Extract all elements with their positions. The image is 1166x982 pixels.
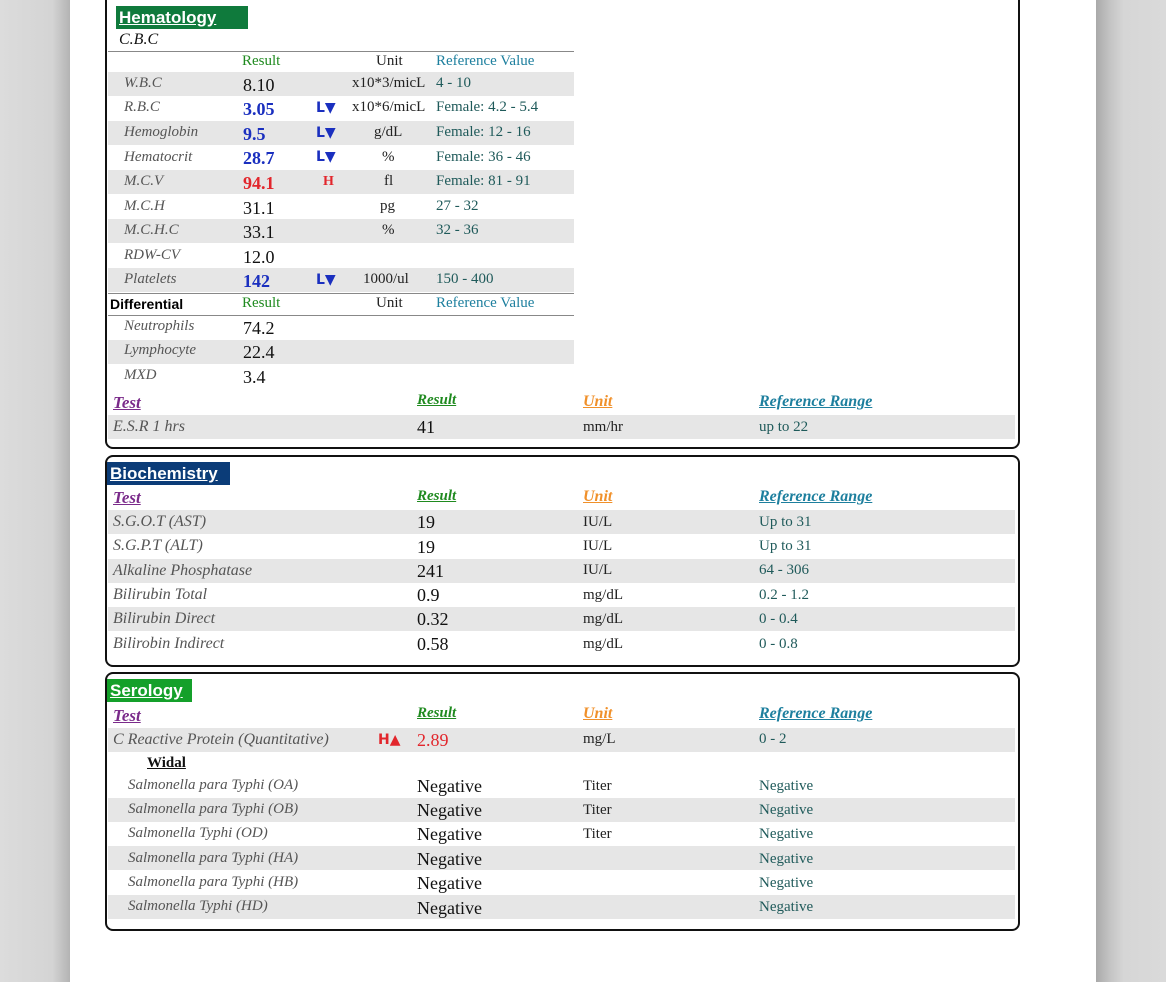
widal-row-unit: Titer (583, 802, 612, 818)
diff-header-result: Result (242, 295, 281, 311)
bio-row-band (108, 510, 1015, 534)
diff-header-reference: Reference Value (436, 295, 535, 311)
widal-row-name: Salmonella para Typhi (OA) (128, 777, 299, 793)
sero-header-test: Test (113, 706, 141, 725)
widal-row-reference: Negative (759, 875, 814, 891)
sero-header-result: Result (417, 705, 457, 721)
widal-row-result: Negative (417, 849, 482, 869)
diff-row-result: 22.4 (243, 342, 275, 362)
cbc-row-band (108, 72, 574, 96)
cbc-row-unit: % (382, 149, 395, 165)
cbc-row-reference: Female: 12 - 16 (436, 124, 531, 140)
cbc-row-unit: x10*3/micL (352, 75, 426, 91)
cbc-row-name: W.B.C (124, 75, 162, 91)
widal-row-reference: Negative (759, 778, 814, 794)
crp-row-name: C Reactive Protein (Quantitative) (113, 731, 329, 748)
cbc-row-result: 33.1 (243, 222, 275, 242)
bio-header-result: Result (417, 488, 457, 504)
cbc-row-reference: 32 - 36 (436, 222, 479, 238)
differential-header-rule (108, 315, 574, 316)
widal-row-name: Salmonella para Typhi (OB) (128, 801, 299, 817)
crp-row-reference: 0 - 2 (759, 731, 787, 747)
low-flag-icon: L▼ (316, 125, 336, 141)
esr-header-test: Test (113, 393, 141, 412)
cbc-row-result: 8.10 (243, 75, 275, 95)
background-left-margin (0, 0, 70, 982)
cbc-row-unit: pg (380, 198, 395, 214)
cbc-row-name: R.B.C (124, 99, 160, 115)
bio-row-result: 0.58 (417, 634, 449, 654)
bio-row-band (108, 607, 1015, 631)
bio-row-name: Alkaline Phosphatase (113, 562, 253, 579)
bio-row-unit: mg/dL (583, 636, 623, 652)
widal-row-unit: Titer (583, 826, 612, 842)
widal-row-name: Salmonella para Typhi (HA) (128, 850, 299, 866)
cbc-row-reference: 4 - 10 (436, 75, 471, 91)
cbc-row-reference: Female: 36 - 46 (436, 149, 531, 165)
cbc-row-result: 142 (243, 271, 270, 291)
cbc-row-result: 3.05 (243, 99, 275, 119)
crp-row-result: 2.89 (417, 730, 449, 750)
widal-row-reference: Negative (759, 826, 814, 842)
esr-header-unit: Unit (583, 393, 613, 410)
bio-row-reference: 0.2 - 1.2 (759, 587, 809, 603)
esr-header-reference: Reference Range (759, 393, 873, 410)
bio-row-reference: 0 - 0.4 (759, 611, 798, 627)
sero-header-reference: Reference Range (759, 705, 873, 722)
cbc-row-name: M.C.H (124, 198, 165, 214)
cbc-header-unit: Unit (376, 53, 403, 69)
biochemistry-title: Biochemistry (107, 462, 230, 485)
cbc-row-unit: g/dL (374, 124, 403, 140)
widal-row-result: Negative (417, 776, 482, 796)
cbc-header-rule (108, 51, 574, 52)
sero-header-unit: Unit (583, 705, 613, 722)
bio-row-unit: IU/L (583, 562, 613, 578)
cbc-row-name: Hemoglobin (124, 124, 199, 140)
widal-row-result: Negative (417, 800, 482, 820)
bio-row-result: 0.32 (417, 609, 449, 629)
cbc-row-reference: Female: 81 - 91 (436, 173, 531, 189)
bio-row-result: 241 (417, 561, 444, 581)
hematology-title: Hematology (116, 6, 248, 29)
bio-row-name: Bilirobin Indirect (113, 635, 225, 652)
bio-row-unit: mg/dL (583, 611, 623, 627)
low-flag-icon: L▼ (316, 272, 336, 288)
cbc-row-result: 94.1 (243, 173, 275, 193)
diff-row-name: Neutrophils (124, 318, 195, 334)
bio-row-result: 19 (417, 537, 435, 557)
bio-header-test: Test (113, 488, 141, 507)
cbc-row-band (108, 268, 574, 292)
bio-row-result: 0.9 (417, 585, 440, 605)
bio-row-name: S.G.P.T (ALT) (113, 537, 203, 554)
esr-row-name: E.S.R 1 hrs (113, 418, 185, 435)
esr-row-unit: mm/hr (583, 419, 623, 435)
bio-row-unit: mg/dL (583, 587, 623, 603)
cbc-row-result: 9.5 (243, 124, 266, 144)
widal-row-name: Salmonella Typhi (OD) (128, 825, 268, 841)
crp-row-unit: mg/L (583, 731, 616, 747)
cbc-row-name: M.C.H.C (124, 222, 179, 238)
cbc-row-result: 12.0 (243, 247, 275, 267)
low-flag-icon: L▼ (316, 100, 336, 116)
widal-row-result: Negative (417, 873, 482, 893)
serology-title: Serology (107, 679, 192, 702)
cbc-row-unit: % (382, 222, 395, 238)
diff-row-name: Lymphocyte (124, 342, 197, 358)
esr-row-result: 41 (417, 417, 435, 437)
widal-row-name: Salmonella para Typhi (HB) (128, 874, 299, 890)
bio-row-reference: Up to 31 (759, 538, 812, 554)
bio-row-unit: IU/L (583, 514, 613, 530)
cbc-row-name: RDW-CV (124, 247, 181, 263)
bio-row-reference: 64 - 306 (759, 562, 809, 578)
low-flag-icon: L▼ (316, 149, 336, 165)
cbc-row-name: M.C.V (124, 173, 164, 189)
cbc-row-reference: 150 - 400 (436, 271, 494, 287)
bio-header-reference: Reference Range (759, 488, 873, 505)
cbc-row-name: Hematocrit (124, 149, 193, 165)
esr-row-reference: up to 22 (759, 419, 809, 435)
widal-row-result: Negative (417, 824, 482, 844)
diff-header-unit: Unit (376, 295, 403, 311)
widal-row-reference: Negative (759, 899, 814, 915)
cbc-row-unit: x10*6/micL (352, 99, 426, 115)
bio-row-result: 19 (417, 512, 435, 532)
esr-header-result: Result (417, 392, 457, 408)
bio-row-name: S.G.O.T (AST) (113, 513, 207, 530)
cbc-row-result: 28.7 (243, 148, 275, 168)
widal-row-reference: Negative (759, 802, 814, 818)
diff-row-name: MXD (124, 367, 157, 383)
high-flag-icon: H▲ (378, 732, 401, 748)
cbc-header-result: Result (242, 53, 281, 69)
widal-row-unit: Titer (583, 778, 612, 794)
cbc-row-name: Platelets (124, 271, 177, 287)
diff-row-result: 3.4 (243, 367, 266, 387)
widal-label: Widal (147, 755, 186, 771)
cbc-row-reference: Female: 4.2 - 5.4 (436, 99, 539, 115)
bio-row-name: Bilirubin Total (113, 586, 208, 603)
cbc-header-reference: Reference Value (436, 53, 535, 69)
diff-row-result: 74.2 (243, 318, 275, 338)
bio-row-unit: IU/L (583, 538, 613, 554)
cbc-row-result: 31.1 (243, 198, 275, 218)
widal-row-name: Salmonella Typhi (HD) (128, 898, 268, 914)
bio-header-unit: Unit (583, 488, 613, 505)
bio-row-reference: Up to 31 (759, 514, 812, 530)
differential-label: Differential (110, 296, 184, 312)
bio-row-name: Bilirubin Direct (113, 610, 216, 627)
esr-row-band (108, 415, 1015, 439)
widal-row-reference: Negative (759, 851, 814, 867)
widal-row-result: Negative (417, 898, 482, 918)
high-flag-icon: H (323, 174, 334, 189)
cbc-row-unit: fl (384, 173, 394, 189)
bio-row-reference: 0 - 0.8 (759, 636, 798, 652)
background-right-margin (1096, 0, 1166, 982)
differential-top-rule (108, 293, 574, 294)
cbc-row-reference: 27 - 32 (436, 198, 479, 214)
cbc-row-unit: 1000/ul (363, 271, 409, 287)
cbc-label: C.B.C (119, 31, 159, 48)
